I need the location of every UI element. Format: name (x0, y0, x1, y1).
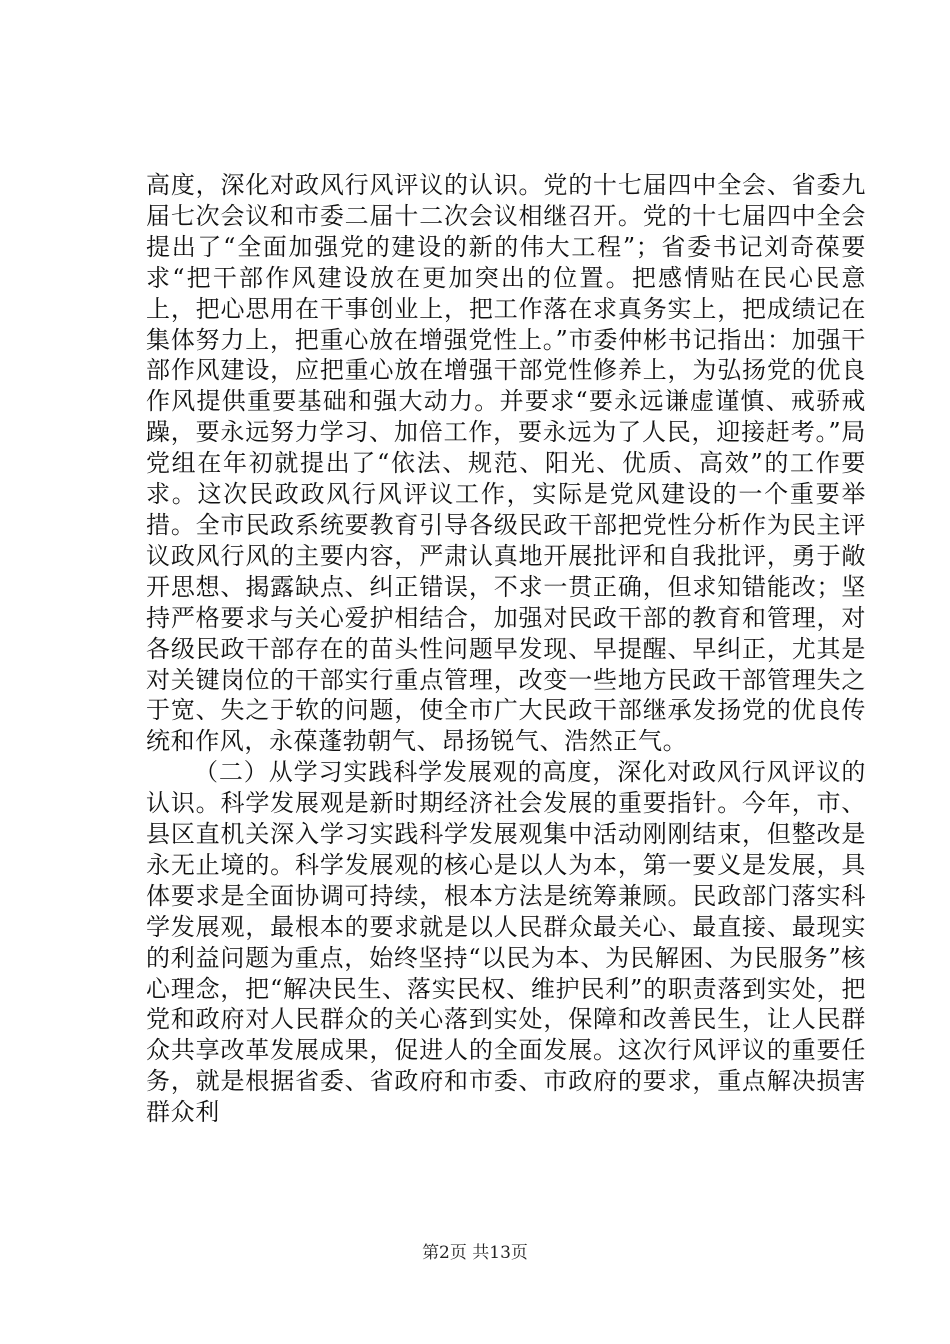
document-body (146, 170, 866, 1128)
paragraph-continued: 高度，深化对政风行风评议的认识。党的十七届四中全会、省委九届七次会议和市委二届十二次会议相继召开。党的十七届四中全会提出了“全面加强党的建设的新的伟大工程”；省委书记刘奇葆要求“把干部作风建设放在更加突出的位置。把感情贴在民心民意上，把心思用在干事创业上，把工作落在求真务实上，把成绩记在集体努力上，把重心放在增强党性上。”市委仲彬书记指出：加强干部作风建设，应把重心放在增强干部党性修养上，为弘扬党的优良作风提供重要基础和强大动力。并要求“要永远谦虚谨慎、戒骄戒躁，要永远努力学习、加倍工作，要永远为了人民，迎接赶考。”局党组在年初就提出了“依法、规范、阳光、优质、高效”的工作要求。这次民政政风行风评议工作，实际是党风建设的一个重要举措。全市民政系统要教育引导各级民政干部把党性分析作为民主评议政风行风的主要内容，严肃认真地开展批评和自我批评，勇于敞开思想、揭露缺点、纠正错误，不求一贯正确，但求知错能改；坚持严格要求与关心爱护相结合，加强对民政干部的教育和管理，对各级民政干部存在的苗头性问题早发现、早提醒、早纠正，尤其是对关键岗位的干部实行重点管理，改变一些地方民政干部管理失之于宽、失之于软的问题，使全市广大民政干部继承发扬党的优良传统和作风，永葆蓬勃朝气、昂扬锐气、浩然正气。 (146, 171, 866, 756)
page-number-footer: 第2页 共13页 (422, 1243, 528, 1263)
paragraph-section-two: （二）从学习实践科学发展观的高度，深化对政风行风评议的认识。科学发展观是新时期经济社会发展的重要指针。今年，市、县区直机关深入学习实践科学发展观集中活动刚刚结束，但整改是永无止境的。科学发展观的核心是以人为本，第一要义是发展，具体要求是全面协调可持续，根本方法是统筹兼顾。民政部门落实科学发展观，最根本的要求就是以人民群众最关心、最直接、最现实的利益问题为重点，始终坚持“以民为本、为民解困、为民服务”核心理念，把“解决民生、落实民权、维护民利”的职责落到实处，把党和政府对人民群众的关心落到实处，保障和改善民生，让人民群众共享改革发展成果，促进人的全面发展。这次行风评议的重要任务，就是根据省委、省政府和市委、市政府的要求，重点解决损害群众利 (146, 758, 866, 1127)
